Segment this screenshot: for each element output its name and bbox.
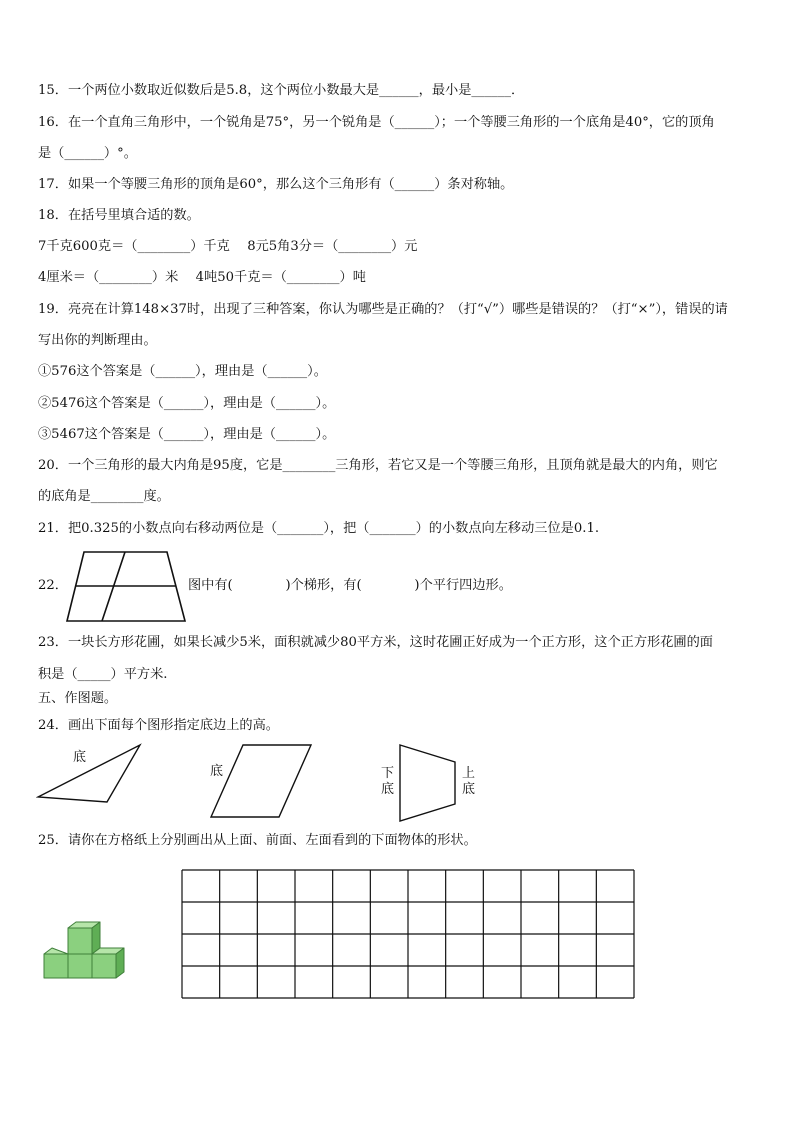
question-21: 21．把0.325的小数点向右移动两位是（_______），把（_______）的小数点向左移动三位是0.1. <box>38 521 600 536</box>
question-24: 24．画出下面每个图形指定底边上的高。 <box>38 718 279 733</box>
cube-stack-figure <box>40 920 126 980</box>
trapezoid-height-figure <box>397 742 459 824</box>
triangle-base-label: 底 <box>73 750 87 765</box>
question-16-line-2: 是（______）°。 <box>38 146 137 161</box>
parallelogram-figure <box>208 742 314 820</box>
question-17: 17．如果一个等腰三角形的顶角是60°，那么这个三角形有（______）条对称轴。 <box>38 177 514 192</box>
question-19-line-1: 19．亮亮在计算148×37时，出现了三种答案，你认为哪些是正确的？（打“√”）哪些是错误的？（打“×”），错误的请 <box>38 302 728 317</box>
trapezoid-figure <box>64 550 190 624</box>
question-15: 15．一个两位小数取近似数后是5.8，这个两位小数最大是______，最小是______． <box>38 83 525 98</box>
question-18-line-b: 4厘米＝（________）米 4吨50千克＝（________）吨 <box>38 270 366 285</box>
cube-top-front <box>68 928 92 954</box>
cube-left-top <box>44 948 68 954</box>
cube-left-front <box>44 954 68 978</box>
question-22-text: 图中有( )个梯形，有( )个平行四边形。 <box>188 578 512 593</box>
cube-right-front <box>92 954 116 978</box>
cube-middle-front <box>68 954 92 978</box>
square-grid-paper[interactable] <box>180 868 636 1000</box>
question-25: 25．请你在方格纸上分别画出从上面、前面、左面看到的下面物体的形状。 <box>38 833 477 848</box>
trapezoid-lower-label-1: 下 <box>381 766 395 781</box>
question-23-line-2: 积是（_____）平方米. <box>38 667 168 682</box>
trapezoid-lower-label-2: 底 <box>381 782 395 797</box>
question-22-number: 22． <box>38 578 68 593</box>
question-19-item-3: ③5467这个答案是（______），理由是（______）。 <box>38 427 336 442</box>
question-19-item-1: ①576这个答案是（______），理由是（______）。 <box>38 364 327 379</box>
question-18-line-a: 7千克600克＝（________）千克 8元5角3分＝（________）元 <box>38 239 418 254</box>
trapezoid-upper-label-1: 上 <box>462 766 476 781</box>
question-20-line-2: 的底角是________度。 <box>38 489 170 504</box>
section-5-heading: 五、作图题。 <box>38 691 118 706</box>
question-16-line-1: 16．在一个直角三角形中，一个锐角是75°，另一个锐角是（______）；一个等腰三角形的一个底角是40°，它的顶角 <box>38 115 715 130</box>
question-23-line-1: 23．一块长方形花圃，如果长减少5米，面积就减少80平方米，这时花圃正好成为一个正方形，这个正方形花圃的面 <box>38 635 713 650</box>
question-19-line-2: 写出你的判断理由。 <box>38 333 157 348</box>
cube-right-side <box>116 948 124 978</box>
triangle-figure <box>36 742 144 804</box>
question-18: 18．在括号里填合适的数。 <box>38 208 200 223</box>
parallelogram-base-label: 底 <box>210 764 224 779</box>
question-20-line-1: 20．一个三角形的最大内角是95度，它是________三角形，若它又是一个等腰三角形，且顶角就是最大的内角，则它 <box>38 458 718 473</box>
trapezoid-upper-label-2: 底 <box>462 782 476 797</box>
question-19-item-2: ②5476这个答案是（______），理由是（______）。 <box>38 396 336 411</box>
